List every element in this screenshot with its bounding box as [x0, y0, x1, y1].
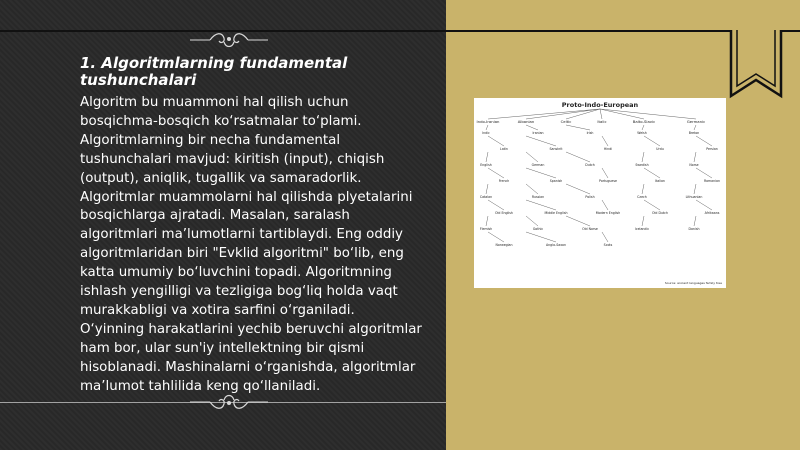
tree-branch-label: Celtic — [560, 119, 572, 124]
tree-node-label: Modern English — [595, 211, 621, 215]
tree-node-label: Latin — [500, 147, 508, 151]
tree-node-label: Welsh — [637, 131, 647, 135]
tree-node-label: Lithuanian — [685, 195, 703, 199]
tree-branch-label: Italic — [597, 119, 607, 124]
tree-node-label: Old English — [495, 211, 513, 215]
tree-node-label: Romanian — [704, 179, 720, 183]
tree-node-label: French — [498, 179, 510, 183]
tree-node-label: Italian — [655, 179, 665, 183]
tree-node-label: Indic — [482, 131, 490, 135]
tree-node-label: Icelandic — [634, 227, 650, 231]
slide-title: 1. Algoritmlarning fundamental tushunchalari — [80, 54, 348, 89]
tree-node-label: Old Norse — [582, 227, 598, 231]
tree-title: Proto-Indo-European — [561, 101, 639, 109]
tree-branch-label: Germanic — [686, 119, 706, 124]
tree-node-label: Norse — [689, 163, 699, 167]
tree-node-label: Portuguese — [599, 179, 617, 183]
tree-node-label: Iranian — [532, 131, 544, 135]
slide-body-text: Algoritm bu muammoni hal qilish uchun bosqichma-bosqich ko‘rsatmalar to‘plami. Algoritmlarning bir necha fundamental tushunchalari mavjud: kiritish (input), chiqish (output), aniqlik, tugallik va samaradorlik. Algoritmlar muammolarni hal qilishda plyetalarini bosqichlarga ajratadi. Masalan, saralash algoritmlari ma’lumotlarni tartiblaydi. Eng oddiy algoritmlaridan biri "Evklid algoritmi" bo‘lib, eng katta umumiy bo‘luvchini topadi. Algoritmning ishlash yengilligi va tezligiga bog‘liq holda vaqt murakkabligi va xotira sarfini o‘rganiladi. O‘yinning harakatlarini yechib beruvchi algoritmlar ham bor, ular sun'iy intellektning bir qismi hisoblanadi. Mashinalarni o‘rganishda, algoritmlar ma’lumot tahlilida keng qo‘llaniladi. — [80, 95, 422, 394]
tree-node-label: Danish — [688, 227, 700, 231]
tree-branch-label: Albanian — [517, 119, 535, 124]
tree-node-label: Russian — [531, 195, 545, 199]
tree-node-label: Sanskrit — [549, 147, 563, 151]
tree-node-label: Old Dutch — [652, 211, 668, 215]
ornament-top-icon — [188, 30, 270, 50]
tree-credit: Source: ancient languages family tree — [664, 281, 722, 285]
tree-node-label: Swedish — [635, 163, 649, 167]
tree-node-label: Flemish — [479, 227, 493, 231]
tree-node-label: Persian — [706, 147, 718, 151]
tree-node-label: Urdu — [656, 147, 664, 151]
top-divider-line — [0, 30, 800, 32]
tree-node-label: Norwegian — [495, 243, 513, 247]
tree-node-label: Czech — [637, 195, 647, 199]
tree-node-label: Breton — [688, 131, 700, 135]
tree-node-label: Middle English — [544, 211, 568, 215]
tree-node-label: English — [480, 163, 492, 167]
tree-node-label: Polish — [585, 195, 595, 199]
tree-node-label: Gothic — [532, 227, 544, 231]
tree-node-label: Afrikaans — [704, 211, 720, 215]
tree-node-label: Anglo-Saxon — [545, 243, 567, 247]
language-tree-diagram — [474, 98, 726, 288]
tree-node-label: Catalan — [479, 195, 493, 199]
tree-branch-label: Balto-Slavic — [632, 119, 656, 124]
tree-node-label: Dutch — [585, 163, 595, 167]
bookmark-ribbon-icon — [728, 30, 784, 100]
tree-node-label: Scots — [603, 243, 613, 247]
tree-node-label: German — [531, 163, 545, 167]
tree-node-label: Hindi — [603, 147, 613, 151]
tree-node-label: Spanish — [549, 179, 563, 183]
tree-branch-label: Indo-Iranian — [476, 119, 500, 124]
tree-node-label: Irish — [586, 131, 594, 135]
language-family-tree-image — [474, 98, 726, 288]
